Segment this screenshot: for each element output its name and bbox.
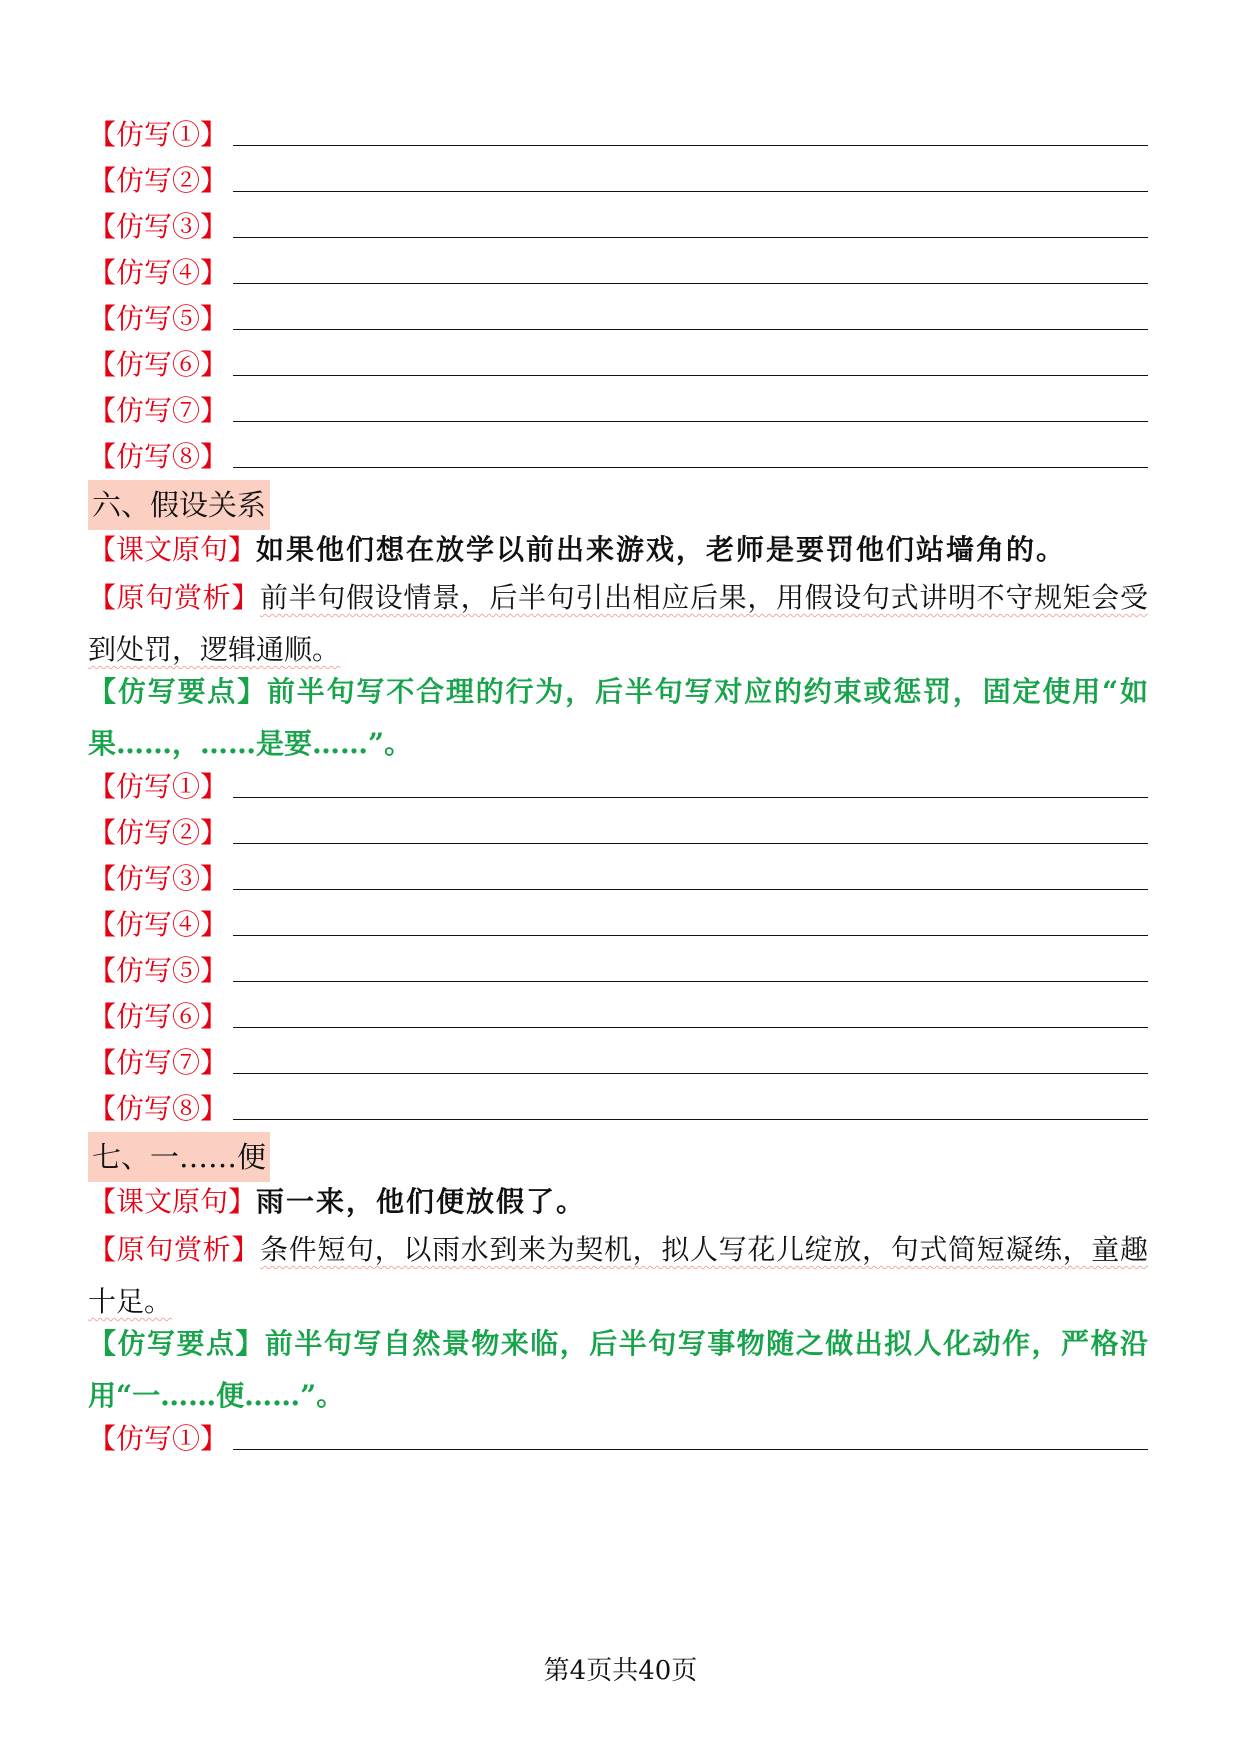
original-tag: 【课文原句】: [88, 1185, 257, 1218]
practice-label: 【仿写①】: [88, 770, 229, 803]
answer-underline[interactable]: [233, 283, 1148, 284]
answer-underline[interactable]: [233, 467, 1148, 468]
practice-label: 【仿写⑤】: [88, 302, 229, 335]
practice-line-2[interactable]: [88, 804, 1148, 856]
analysis-text: 前半句假设情景，后半句引出相应后果，用假设句式讲明不守规矩会受到处罚，逻辑通顺。: [88, 581, 1148, 666]
answer-underline[interactable]: [233, 1027, 1148, 1028]
page-number: 第4页共40页: [543, 1656, 698, 1686]
practice-label: 【仿写③】: [88, 862, 229, 895]
original-tag: 【课文原句】: [88, 533, 257, 566]
practice-line-4[interactable]: [88, 896, 1148, 948]
original-text: 雨一来，他们便放假了。: [256, 1185, 587, 1218]
original-sentence: [88, 1176, 1148, 1228]
tip-tag: 【仿写要点】: [88, 675, 267, 708]
practice-line-1[interactable]: [88, 758, 1148, 810]
practice-line-3[interactable]: [88, 850, 1148, 902]
practice-label: 【仿写①】: [88, 118, 229, 151]
sentence-analysis: [88, 572, 1148, 676]
practice-label: 【仿写④】: [88, 256, 229, 289]
analysis-tag: 【原句赏析】: [88, 1233, 260, 1266]
practice-line-8[interactable]: [88, 428, 1148, 480]
sentence-analysis: [88, 1224, 1148, 1328]
practice-label: 【仿写④】: [88, 908, 229, 941]
practice-label: 【仿写②】: [88, 164, 229, 197]
practice-label: 【仿写②】: [88, 816, 229, 849]
tip-tag: 【仿写要点】: [88, 1327, 265, 1360]
section-heading: 六、假设关系: [88, 480, 270, 530]
practice-line-1[interactable]: [88, 1410, 1148, 1462]
practice-label: 【仿写⑧】: [88, 1092, 229, 1125]
analysis-tag: 【原句赏析】: [88, 581, 260, 614]
answer-underline[interactable]: [233, 329, 1148, 330]
answer-underline[interactable]: [233, 797, 1148, 798]
tip-text: 前半句写自然景物来临，后半句写事物随之做出拟人化动作，严格沿用“一……便……”。: [88, 1327, 1148, 1412]
writing-tips: [88, 666, 1148, 770]
answer-underline[interactable]: [233, 981, 1148, 982]
writing-tips: [88, 1318, 1148, 1422]
practice-line-5[interactable]: [88, 942, 1148, 994]
practice-line-3[interactable]: [88, 198, 1148, 250]
answer-underline[interactable]: [233, 1073, 1148, 1074]
practice-line-8[interactable]: [88, 1080, 1148, 1132]
answer-underline[interactable]: [233, 935, 1148, 936]
answer-underline[interactable]: [233, 1449, 1148, 1450]
practice-label: 【仿写⑥】: [88, 348, 229, 381]
practice-line-6[interactable]: [88, 336, 1148, 388]
practice-label: 【仿写⑧】: [88, 440, 229, 473]
practice-line-7[interactable]: [88, 1034, 1148, 1086]
answer-underline[interactable]: [233, 237, 1148, 238]
tip-text: 前半句写不合理的行为，后半句写对应的约束或惩罚，固定使用“如果……，……是要……”。: [88, 675, 1148, 760]
answer-underline[interactable]: [233, 889, 1148, 890]
answer-underline[interactable]: [233, 1119, 1148, 1120]
practice-line-5[interactable]: [88, 290, 1148, 342]
practice-line-2[interactable]: [88, 152, 1148, 204]
practice-line-1[interactable]: [88, 106, 1148, 158]
analysis-text: 条件短句，以雨水到来为契机，拟人写花儿绽放，句式简短凝练，童趣十足。: [88, 1233, 1148, 1318]
answer-underline[interactable]: [233, 375, 1148, 376]
practice-label: 【仿写⑤】: [88, 954, 229, 987]
practice-label: 【仿写⑥】: [88, 1000, 229, 1033]
answer-underline[interactable]: [233, 191, 1148, 192]
original-sentence: [88, 524, 1148, 576]
original-text: 如果他们想在放学以前出来游戏，老师是要罚他们站墙角的。: [256, 533, 1067, 566]
answer-underline[interactable]: [233, 145, 1148, 146]
practice-label: 【仿写⑦】: [88, 394, 229, 427]
answer-underline[interactable]: [233, 843, 1148, 844]
practice-line-6[interactable]: [88, 988, 1148, 1040]
practice-line-7[interactable]: [88, 382, 1148, 434]
practice-label: 【仿写⑦】: [88, 1046, 229, 1079]
practice-label: 【仿写①】: [88, 1422, 229, 1455]
answer-underline[interactable]: [233, 421, 1148, 422]
practice-label: 【仿写③】: [88, 210, 229, 243]
practice-line-4[interactable]: [88, 244, 1148, 296]
section-heading: 七、一……便: [88, 1132, 270, 1182]
